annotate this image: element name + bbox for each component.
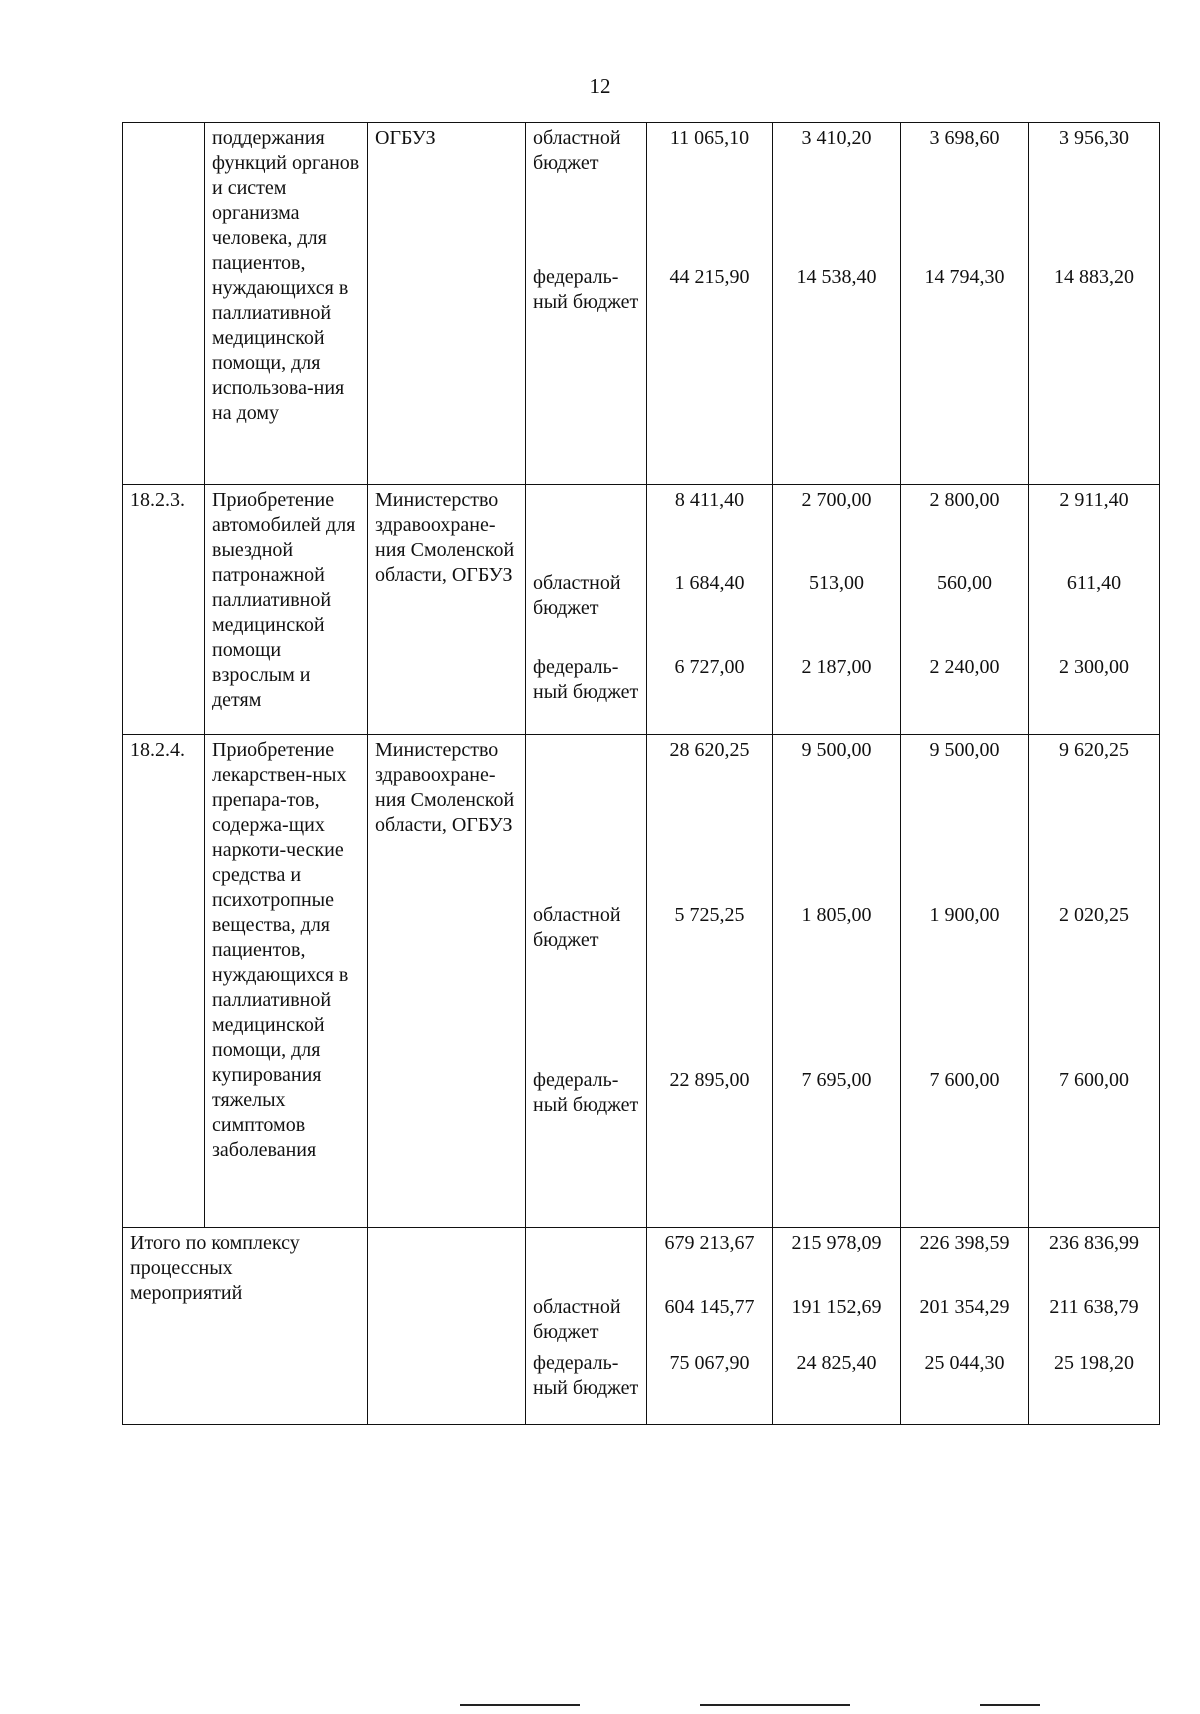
funding-source-text: федераль-ный бюджет [533, 656, 639, 703]
value-cell: 611,40 [1066, 572, 1122, 594]
value-cell: 24 825,40 [796, 1352, 877, 1374]
funding-source-text: федераль-ный бюджет [533, 1069, 639, 1116]
value-year-1 [773, 485, 901, 735]
value-cell: 679 213,67 [664, 1232, 755, 1254]
row-number: 18.2.3. [123, 485, 205, 735]
value-cell: 5 725,25 [674, 904, 745, 926]
value-year-1 [773, 1228, 901, 1425]
value-cell: 2 240,00 [929, 656, 1000, 678]
value-cell: 226 398,59 [919, 1232, 1010, 1254]
funding-source-text [533, 1231, 639, 1295]
value-cell: 11 065,10 [669, 127, 750, 149]
page-number: 12 [589, 74, 611, 98]
value-cell: 3 698,60 [929, 127, 1000, 149]
executor [368, 485, 526, 735]
measure-name-text: Приобретение автомобилей для выездной патронажной паллиативной медицинской помощи взрослым и детям [212, 489, 356, 711]
funding-source-text: федераль-ный бюджет [533, 266, 639, 313]
value-year-2 [901, 485, 1029, 735]
scan-mark [980, 1704, 1040, 1706]
value-cell: 1 684,40 [674, 572, 745, 594]
value-total [647, 123, 773, 485]
value-cell: 2 300,00 [1059, 656, 1129, 678]
measure-name-text: Приобретение лекарствен-ных препара-тов, содержа-щих наркоти-ческие средства и психотропные вещества, для пациентов, нуждающихся в паллиативной медицинской помощи, для купирования тяжелых симптомов заболевания [212, 739, 349, 1161]
executor [368, 123, 526, 485]
value-year-2 [901, 123, 1029, 485]
value-year-1 [773, 123, 901, 485]
value-cell: 14 794,30 [924, 266, 1005, 288]
funding-source-text [533, 738, 639, 903]
measure-name [205, 123, 368, 485]
funding-source [526, 123, 647, 485]
value-cell: 8 411,40 [674, 489, 745, 511]
funding-source-text: областной бюджет [533, 1296, 621, 1343]
funding-source-text: областной бюджет [533, 904, 621, 951]
value-cell: 3 956,30 [1059, 127, 1129, 149]
value-year-2 [901, 1228, 1029, 1425]
scan-mark [460, 1704, 580, 1706]
funding-source [526, 735, 647, 1228]
value-cell: 3 410,20 [801, 127, 872, 149]
funding-source [526, 485, 647, 735]
value-year-3 [1029, 1228, 1160, 1425]
row-number [123, 123, 205, 485]
value-year-3 [1029, 123, 1160, 485]
value-cell: 1 805,00 [801, 904, 872, 926]
value-cell: 201 354,29 [919, 1296, 1010, 1318]
value-cell: 1 900,00 [929, 904, 1000, 926]
budget-table [122, 122, 1160, 1425]
value-cell: 14 538,40 [796, 266, 877, 288]
value-total [647, 735, 773, 1228]
executor [368, 735, 526, 1228]
funding-source-text: федераль-ный бюджет [533, 1352, 639, 1399]
scan-edge-marks [0, 1700, 1200, 1714]
funding-source-text: областной бюджет [533, 572, 621, 619]
funding-source-text [533, 488, 639, 571]
value-cell: 14 883,20 [1054, 266, 1134, 288]
value-cell: 25 044,30 [924, 1352, 1005, 1374]
total-label-text: Итого по комплексу процессных мероприятий [130, 1232, 300, 1304]
executor-text: Министерство здравоохране-ния Смоленской области, ОГБУЗ [375, 739, 515, 836]
value-cell: 211 638,79 [1049, 1296, 1139, 1318]
executor-text: Министерство здравоохране-ния Смоленской области, ОГБУЗ [375, 489, 515, 586]
value-year-3 [1029, 485, 1160, 735]
value-cell: 604 145,77 [664, 1296, 755, 1318]
value-cell: 25 198,20 [1054, 1352, 1134, 1374]
value-cell: 9 500,00 [929, 739, 1000, 761]
value-cell: 9 620,25 [1059, 739, 1129, 761]
table-row [123, 123, 1160, 485]
total-row [123, 1228, 1160, 1425]
table-row [123, 735, 1160, 1228]
funding-source-text: областной бюджет [533, 127, 621, 174]
value-total [647, 485, 773, 735]
row-number: 18.2.4. [123, 735, 205, 1228]
value-cell: 2 020,25 [1059, 904, 1129, 926]
executor [368, 1228, 526, 1425]
total-label [123, 1228, 368, 1425]
value-cell: 2 911,40 [1059, 489, 1129, 511]
value-cell: 2 187,00 [801, 656, 872, 678]
value-cell: 28 620,25 [669, 739, 750, 761]
measure-name-text: поддержания функций органов и систем организма человека, для пациентов, нуждающихся в паллиативной медицинской помощи, для использова-ния на дому [212, 127, 360, 424]
value-cell: 7 600,00 [1059, 1069, 1129, 1091]
value-total [647, 1228, 773, 1425]
value-cell: 236 836,99 [1049, 1232, 1139, 1254]
value-year-3 [1029, 735, 1160, 1228]
value-cell: 513,00 [809, 572, 864, 594]
value-cell: 6 727,00 [674, 656, 745, 678]
executor-text: ОГБУЗ [375, 127, 436, 149]
scan-mark [700, 1704, 850, 1706]
value-cell: 2 800,00 [929, 489, 1000, 511]
value-cell: 2 700,00 [801, 489, 872, 511]
measure-name [205, 485, 368, 735]
value-cell: 44 215,90 [669, 266, 750, 288]
value-cell: 7 695,00 [801, 1069, 872, 1091]
measure-name [205, 735, 368, 1228]
value-cell: 560,00 [937, 572, 992, 594]
value-cell: 75 067,90 [669, 1352, 750, 1374]
value-cell: 215 978,09 [791, 1232, 882, 1254]
value-cell: 7 600,00 [929, 1069, 1000, 1091]
value-cell: 191 152,69 [791, 1296, 882, 1318]
value-cell: 22 895,00 [669, 1069, 750, 1091]
value-cell: 9 500,00 [801, 739, 872, 761]
value-year-2 [901, 735, 1029, 1228]
funding-source [526, 1228, 647, 1425]
table-row [123, 485, 1160, 735]
value-year-1 [773, 735, 901, 1228]
